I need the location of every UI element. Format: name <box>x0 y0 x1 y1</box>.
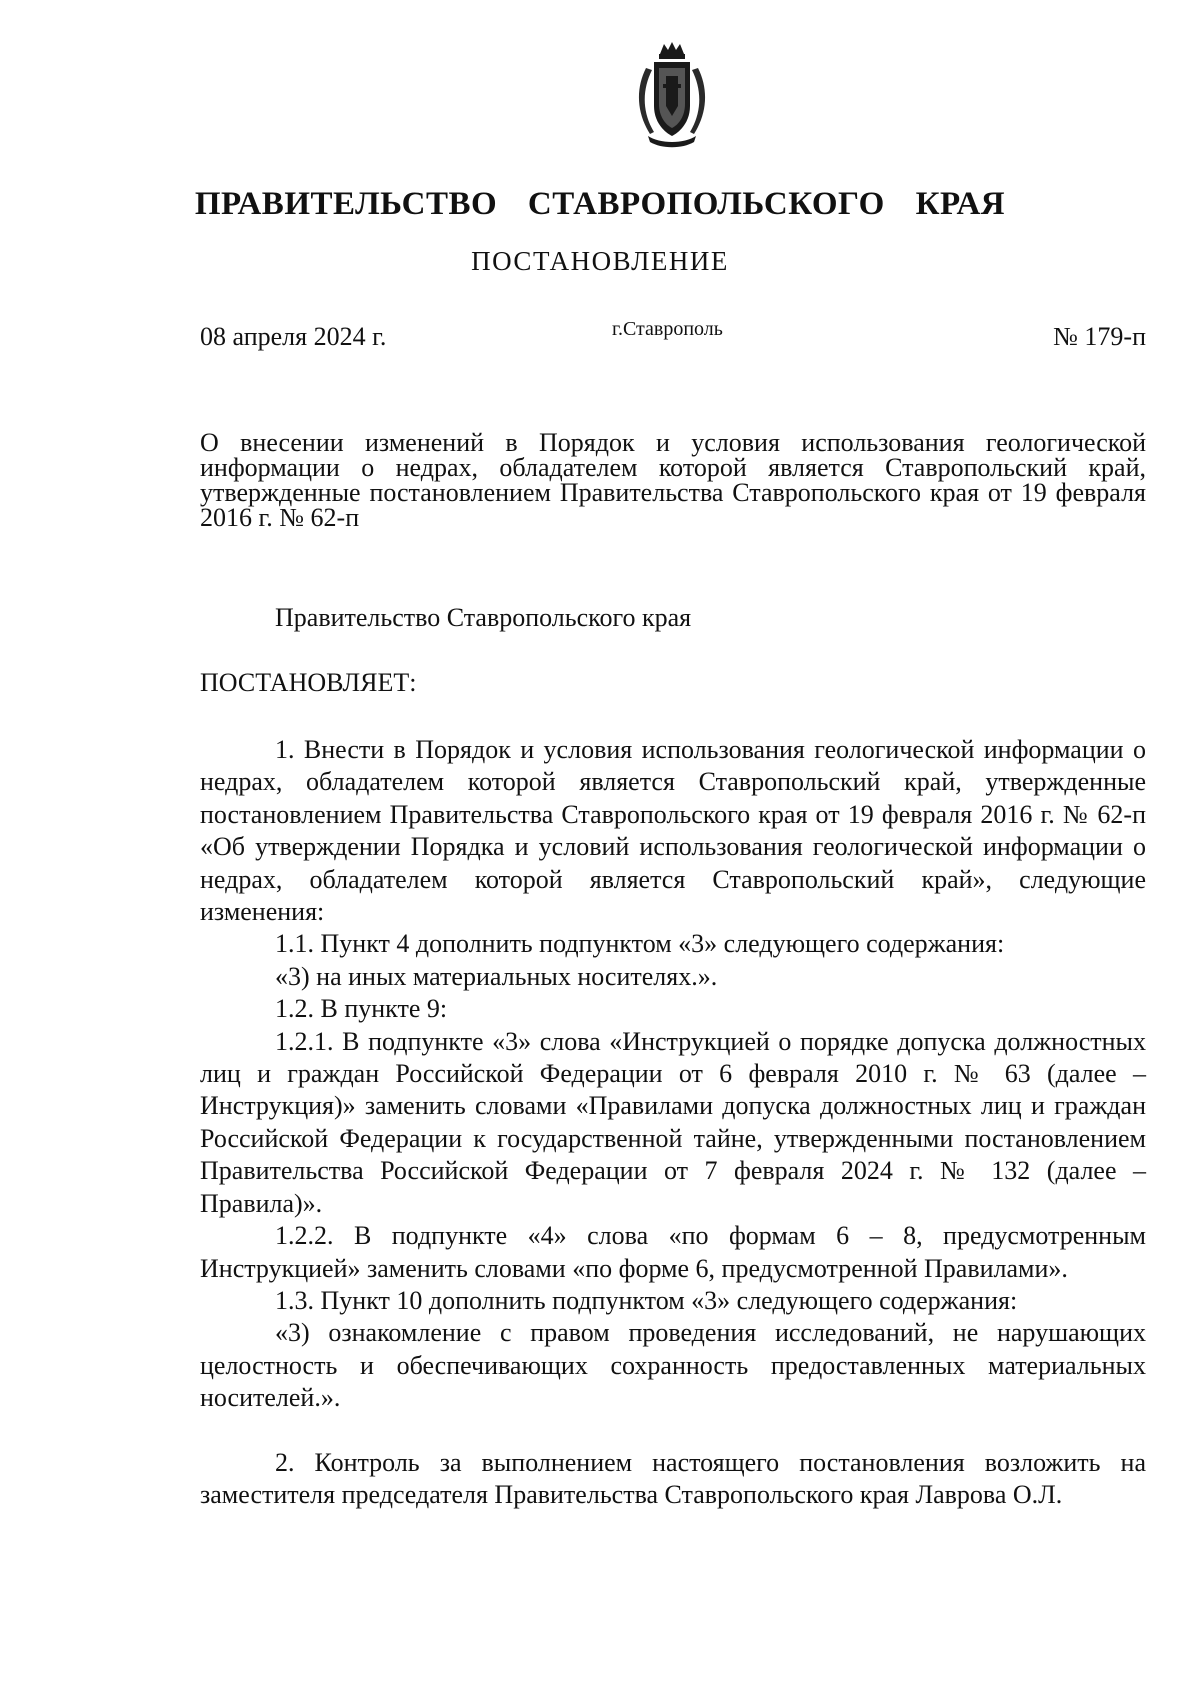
paragraph-1-3: 1.3. Пункт 10 дополнить подпунктом «3» следующего содержания: <box>275 1285 1018 1315</box>
document-type: ПОСТАНОВЛЕНИЕ <box>471 246 729 276</box>
paragraph-1: 1. Внести в Порядок и условия использования геологической информации о недрах, обладателем которой является Ставропольский край, утвержденные постановлением Правительства Ставропольского края от 19 февраля 2016 г. № 62-п «Об утверждении Порядка и условий использования геологической информации о недрах, обладателем которой является Ставропольский край», следующие изменения: <box>200 735 1146 927</box>
document-title: О внесении изменений в Порядок и условия использования геологической информации о недрах, обладателем которой является Ставропольский край, утвержденные постановлением Правительства Ставропольского края от 19 февраля 2016 г. № 62-п <box>200 428 1146 532</box>
document-body <box>200 734 1146 1511</box>
document-number: № 179-п <box>1053 322 1146 351</box>
paragraph-1-2-1: 1.2.1. В подпункте «3» слова «Инструкцией о порядке допуска должностных лиц и граждан Российской Федерации от 6 февраля 2010 г. № 63 (далее – Инструкция)» заменить словами «Правилами допуска должностных лиц и граждан Российской Федерации к государственной тайне, утвержденными постановлением Правительства Российской Федерации от 7 февраля 2024 г. № 132 (далее – Правила)». <box>200 1026 1146 1218</box>
preamble-subject: Правительство Ставропольского края <box>275 603 692 632</box>
paragraph-1-1: 1.1. Пункт 4 дополнить подпунктом «3» следующего содержания: <box>275 929 1005 959</box>
paragraph-1-3-text: «3) ознакомление с правом проведения исследований, не нарушающих целостность и обеспечивающих сохранность предоставленных материальных носителей.». <box>200 1318 1146 1413</box>
paragraph-1-2-2: 1.2.2. В подпункте «4» слова «по формам 6 – 8, предусмотренным Инструкцией» заменить словами «по форме 6, предусмотренной Правилами». <box>200 1221 1146 1283</box>
document-city: г.Ставрополь <box>612 318 723 340</box>
paragraph-2: 2. Контроль за выполнением настоящего постановления возложить на заместителя председателя Правительства Ставропольского края Лаврова О.Л. <box>200 1447 1146 1509</box>
document-date: 08 апреля 2024 г. <box>200 322 387 351</box>
preamble-verb: ПОСТАНОВЛЯЕТ: <box>200 668 417 697</box>
paragraph-1-2: 1.2. В пункте 9: <box>275 994 448 1024</box>
stavropol-coat-of-arms-icon <box>630 40 714 150</box>
paragraph-1-1-text: «3) на иных материальных носителях.». <box>275 961 718 991</box>
organization-title: ПРАВИТЕЛЬСТВО СТАВРОПОЛЬСКОГО КРАЯ <box>194 186 1006 222</box>
